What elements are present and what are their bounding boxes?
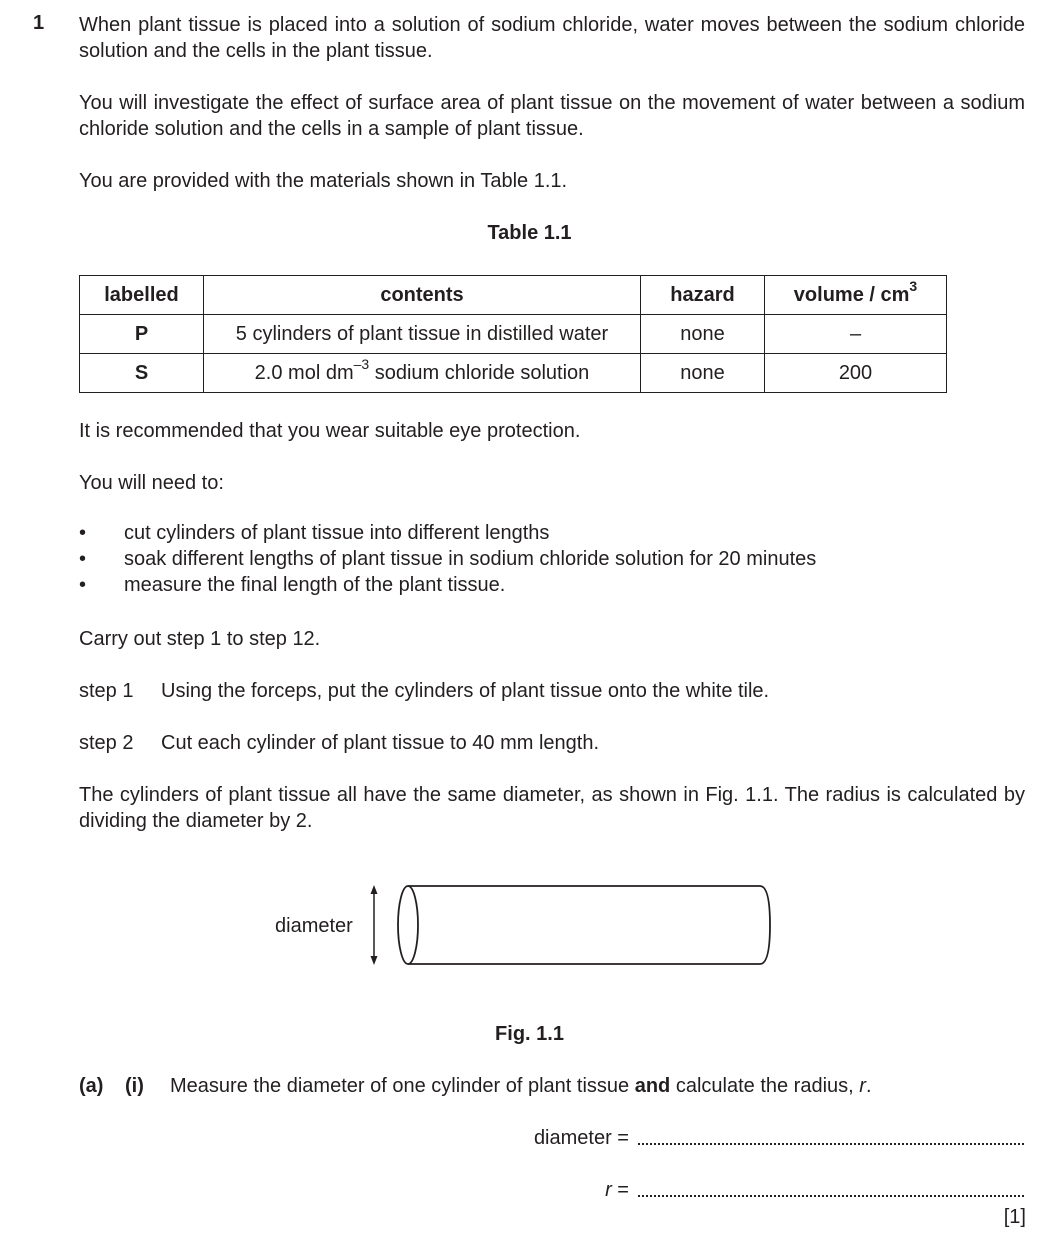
list-item-text: soak different lengths of plant tissue in sodium chloride solution for 20 minutes — [124, 548, 817, 570]
bullet-glyph: • — [79, 574, 87, 596]
table-caption: Table 1.1 — [487, 222, 572, 244]
step-text: Using the forceps, put the cylinders of plant tissue onto the white tile. — [161, 680, 770, 702]
question-text-end: . — [865, 1075, 872, 1097]
contents-superscript: –3 — [353, 356, 370, 373]
subpart-label: (i) — [125, 1075, 144, 1097]
cell-volume: 200 — [765, 354, 947, 393]
step-label: step 2 — [79, 732, 134, 754]
contents-post: sodium chloride solution — [369, 362, 590, 384]
radius-symbol: r — [605, 1179, 612, 1201]
step-2 — [79, 730, 599, 756]
cell-hazard: none — [641, 354, 765, 393]
intro-paragraph: When plant tissue is placed into a solution of sodium chloride, water moves between the sodium chloride solution and the cells in the plant tissue. — [79, 14, 1025, 62]
header-hazard: hazard — [641, 276, 765, 315]
table-row — [80, 354, 947, 393]
list-item-text: measure the final length of the plant tissue. — [124, 574, 506, 596]
question-text-pre: Measure the diameter of one cylinder of plant tissue — [170, 1075, 635, 1097]
question-number: 1 — [33, 12, 45, 34]
cylinder-shape — [398, 886, 770, 964]
figure-caption: Fig. 1.1 — [495, 1023, 564, 1045]
carry-out-instruction: Carry out step 1 to step 12. — [79, 628, 321, 650]
investigate-paragraph: You will investigate the effect of surface area of plant tissue on the movement of water between a sodium chloride solution and the cells in a sample of plant tissue. — [79, 92, 1025, 140]
part-label: (a) — [79, 1075, 104, 1097]
step-text: Cut each cylinder of plant tissue to 40 mm length. — [161, 732, 600, 754]
cell-volume: – — [765, 315, 947, 354]
diameter-arrow — [371, 885, 378, 965]
header-volume — [765, 276, 947, 315]
provided-paragraph: You are provided with the materials shown in Table 1.1. — [79, 170, 568, 192]
cell-labelled: P — [80, 315, 204, 354]
question-text-post: calculate the radius, — [670, 1075, 860, 1097]
table-row — [80, 315, 947, 354]
radius-answer-line[interactable] — [638, 1195, 1024, 1197]
eye-protection-note: It is recommended that you wear suitable eye protection. — [79, 420, 581, 442]
header-labelled: labelled — [80, 276, 204, 315]
diameter-answer-label: diameter = — [533, 1127, 629, 1149]
bullet-glyph: • — [79, 522, 87, 544]
contents-pre: 2.0 mol dm — [254, 362, 354, 384]
cylinder-figure — [360, 876, 780, 976]
radius-variable: r — [859, 1075, 866, 1097]
marks-indicator: [1] — [1003, 1206, 1026, 1228]
diameter-answer-line[interactable] — [638, 1143, 1024, 1145]
question-text — [170, 1073, 872, 1099]
diameter-paragraph: The cylinders of plant tissue all have the same diameter, as shown in Fig. 1.1. The radius is calculated by dividing the diameter by 2. — [79, 784, 1025, 832]
cell-contents: 5 cylinders of plant tissue in distilled water — [204, 315, 641, 354]
need-to-heading: You will need to: — [79, 472, 224, 494]
cell-contents — [204, 354, 641, 393]
question-text-bold: and — [634, 1075, 671, 1097]
materials-table — [79, 275, 947, 393]
radius-answer-label — [605, 1177, 629, 1203]
header-volume-superscript: 3 — [909, 278, 918, 295]
step-1 — [79, 678, 769, 704]
bullet-glyph: • — [79, 548, 87, 570]
table-header-row — [80, 276, 947, 315]
cell-labelled: S — [80, 354, 204, 393]
step-label: step 1 — [79, 680, 134, 702]
header-contents: contents — [204, 276, 641, 315]
cell-hazard: none — [641, 315, 765, 354]
diameter-label: diameter — [275, 915, 353, 937]
list-item-text: cut cylinders of plant tissue into different lengths — [124, 522, 550, 544]
header-volume-text: volume / cm — [793, 284, 910, 306]
radius-equals: = — [611, 1179, 629, 1201]
